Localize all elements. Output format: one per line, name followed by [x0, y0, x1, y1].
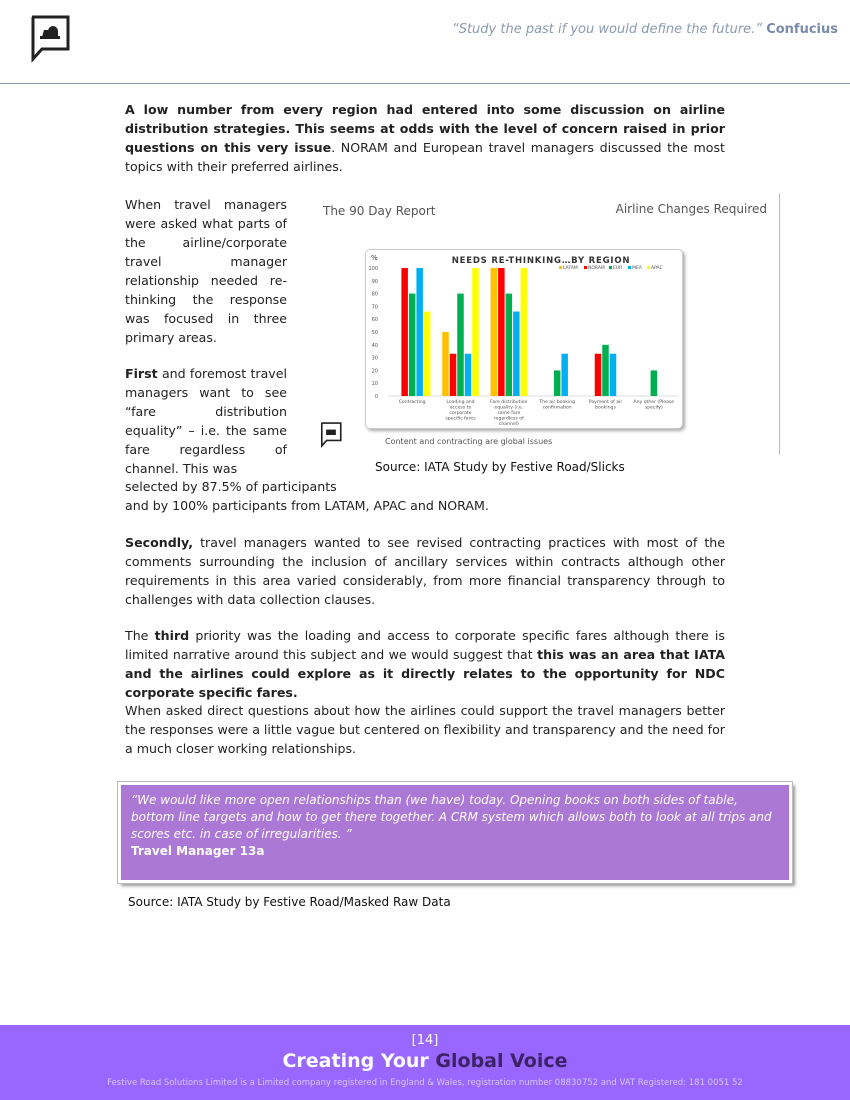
legend-label: NORAM [588, 266, 605, 271]
x-tick-label: Fare distribution equality (i.e. same fare regardless of channel) [490, 400, 528, 427]
figure-report-title: The 90 Day Report [323, 204, 436, 218]
bar-eur [457, 294, 464, 396]
bar-eur [602, 345, 609, 396]
source-note: Source: IATA Study by Festive Road/Masked Raw Data [128, 895, 451, 909]
bar-eur [409, 294, 416, 396]
bar-eur [554, 370, 561, 396]
x-tick-label: Payment of air bookings [588, 400, 623, 411]
figure-caption: Content and contracting are global issues [385, 437, 553, 446]
chart-title: NEEDS RE-THINKING…BY REGION [451, 256, 631, 266]
paragraph-2: When travel managers were asked what parts of the airline/corporate travel manager relationship needed re-thinking the response was focused in three primary areas. [125, 197, 287, 345]
figure-source: Source: IATA Study by Festive Road/Slicks [375, 460, 625, 474]
footer [0, 1025, 850, 1100]
bar-mea [465, 354, 472, 396]
header-quote: “Study the past if you would define the future.” Confucius [451, 22, 838, 37]
bar-eur [651, 370, 658, 396]
header-divider [0, 83, 850, 84]
quote-box: “We would like more open relationships than (we have) today. Opening books on both sides of table, bottom line targets and how to get there together. A CRM system which allows both to look at all trips and scores etc. in case of irregularities. ” Travel Manager 13a [118, 782, 792, 883]
paragraph-4: Secondly, travel managers wanted to see revised contracting practices with most of the comments surrounding the inclusion of ancillary services within contracts although other requirements in this area varied considerably, from more financial transparency through to challenges with data collection clauses. [125, 535, 725, 607]
x-tick-label: Contracting [398, 400, 426, 405]
legend-label: APAC [651, 266, 663, 271]
bar-noram [450, 354, 457, 396]
bar-latam [491, 268, 498, 396]
bar-eur [506, 294, 513, 396]
paragraph-1: A low number from every region had entered into some discussion on airline distribution strategies. This seems at odds with the level of concern raised in prior questions on this very issue. NORAM and European travel managers discussed the most topics with their preferred airlines. [125, 102, 725, 174]
paragraph-5: The third priority was the loading and access to corporate specific fares although there is limited narrative around this subject and we would suggest that this was an area that IATA and the airlines could explore as it directly relates to the opportunity for NDC corporate specific fares. [125, 628, 725, 700]
footer-registration: Festive Road Solutions Limited is a Limited company registered in England & Wales, registration number 08830752 and VAT Registered: 181 0051 52 [107, 1078, 743, 1088]
logo-small-icon [320, 422, 342, 448]
paragraph-3-tail: selected by 87.5% of participants and by 100% participants from LATAM, APAC and NORAM. [125, 479, 489, 513]
y-tick-label: 100 [368, 266, 378, 272]
legend-label: EUR [613, 266, 623, 271]
y-tick-label: 60 [371, 317, 378, 324]
bar-mea [561, 354, 568, 396]
legend-label: MEA [632, 266, 642, 271]
y-tick-label: 30 [371, 355, 378, 362]
y-tick-label: 10 [371, 381, 378, 388]
footer-tagline: Creating Your Global Voice [282, 1050, 568, 1072]
chart [365, 249, 683, 429]
paragraph-3: First and foremost travel managers want to see “fare distribution equality” – i.e. the same fare regardless of channel. This was [125, 366, 287, 476]
figure-section-title: Airline Changes Required [615, 202, 767, 216]
y-tick-label: 40 [371, 342, 378, 349]
bar-mea [610, 354, 617, 396]
legend-label: LATAM [563, 266, 578, 271]
figure [310, 193, 780, 455]
y-axis-label: % [371, 254, 378, 262]
y-tick-label: 80 [371, 291, 378, 298]
logo-icon [30, 15, 70, 63]
legend-swatch [647, 266, 650, 269]
y-tick-label: 0 [374, 394, 378, 400]
y-tick-label: 70 [371, 304, 378, 311]
bar-mea [513, 312, 520, 396]
bar-noram [401, 268, 408, 396]
bar-apac [424, 312, 431, 396]
paragraph-6: When asked direct questions about how the airlines could support the travel managers better the responses were a little vague but centered on flexibility and transparency and the need for a much closer working relationships. [125, 703, 725, 756]
page-number: [14] [411, 1033, 439, 1048]
y-tick-label: 50 [371, 330, 378, 336]
bar-latam [442, 332, 449, 396]
bar-apac [472, 268, 479, 396]
legend-swatch [609, 266, 612, 269]
bar-apac [521, 268, 528, 396]
y-tick-label: 20 [371, 368, 378, 375]
x-tick-label: Any other (Please specify) [633, 400, 675, 411]
legend-swatch [584, 266, 587, 269]
bar-noram [498, 268, 505, 396]
legend-swatch [559, 266, 562, 269]
bar-mea [416, 268, 423, 396]
x-tick-label: The air booking confirmation [539, 400, 576, 411]
y-tick-label: 90 [371, 278, 378, 285]
legend-swatch [628, 266, 631, 269]
x-tick-label: Loading and access to corporate specific fares [445, 400, 476, 422]
bar-noram [595, 354, 602, 396]
